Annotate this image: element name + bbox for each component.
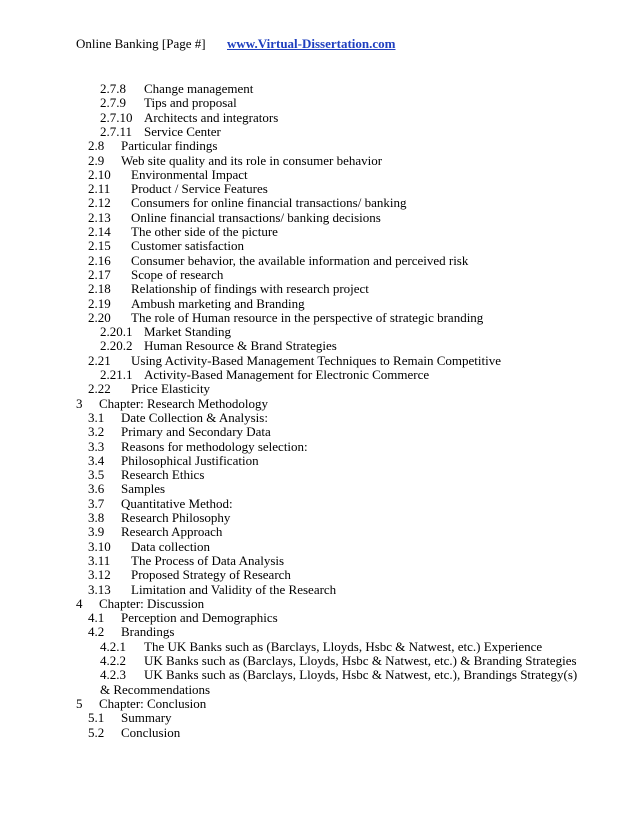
toc-number: 3.9	[88, 524, 105, 540]
toc-number: 2.14	[88, 224, 111, 239]
toc-number: 5.2	[88, 724, 105, 740]
toc-title: Philosophical Justification	[121, 452, 259, 468]
toc-title: Samples	[121, 481, 166, 497]
toc-title: Customer satisfaction	[131, 238, 245, 254]
toc-number: 3.5	[88, 467, 105, 483]
toc-number: 2.12	[88, 195, 111, 211]
toc-title: Environmental Impact	[131, 166, 248, 182]
toc-title: Tips and proposal	[144, 95, 237, 111]
toc-title: The role of Human resource in the perspective of strategic branding	[131, 309, 484, 325]
toc-title: Using Activity-Based Management Techniques to Remain Competitive	[131, 352, 502, 368]
toc-title: Brandings	[121, 624, 175, 640]
toc-title: Consumer behavior, the available information and perceived risk	[131, 252, 469, 268]
toc-number: 2.20	[88, 309, 111, 325]
toc-number: 2.7.10	[100, 109, 133, 125]
toc-number: 3.7	[88, 495, 105, 511]
toc-number: 2.18	[88, 281, 111, 297]
toc-title: Proposed Strategy of Research	[131, 567, 291, 583]
toc-number: 3.8	[88, 510, 105, 525]
toc-number: 3.11	[88, 552, 111, 568]
toc-title: Scope of research	[131, 266, 224, 282]
toc-number: 3.12	[88, 567, 111, 583]
toc-number: 3.4	[88, 452, 105, 468]
toc-title: Relationship of findings with research project	[131, 281, 369, 297]
toc-number: 5	[76, 695, 83, 711]
toc-title: The UK Banks such as (Barclays, Lloyds, Hsbc & Natwest, etc.) Experience	[144, 638, 543, 654]
website-link[interactable]: www.Virtual-Dissertation.com	[227, 36, 396, 51]
toc-number: 2.9	[88, 152, 105, 168]
toc-title: Market Standing	[144, 324, 232, 340]
toc-number: 2.7.11	[100, 123, 133, 139]
toc-number: 2.7.9	[100, 95, 126, 111]
toc-number: 3	[76, 395, 83, 411]
toc-number: 2.17	[88, 266, 111, 282]
toc-title: Particular findings	[121, 138, 218, 154]
toc-number: 4.2	[88, 624, 105, 640]
toc-number: 3.6	[88, 481, 105, 497]
toc-number: 4	[76, 595, 83, 611]
toc-number: 3.13	[88, 581, 111, 597]
toc-title: Online financial transactions/ banking decisions	[131, 209, 381, 225]
toc-title: Consumers for online financial transactions/ banking	[131, 195, 407, 211]
toc-number: 3.2	[88, 424, 105, 440]
toc-title: Data collection	[131, 538, 211, 554]
toc-title: Chapter: Discussion	[99, 595, 205, 611]
toc-number: 2.21	[88, 352, 111, 368]
header-title: Online Banking [Page #]	[76, 36, 206, 51]
toc-title: Ambush marketing and Branding	[131, 295, 305, 311]
toc-title: Chapter: Research Methodology	[99, 395, 268, 411]
toc-title: The other side of the picture	[131, 224, 278, 239]
toc-title: Conclusion	[121, 724, 181, 740]
toc-number: 2.22	[88, 381, 111, 397]
toc-number: 2.21.1	[100, 367, 133, 382]
toc-number: 3.3	[88, 438, 105, 454]
toc-number: 2.16	[88, 252, 111, 268]
toc-title: Activity-Based Management for Electronic Commerce	[144, 367, 430, 382]
toc-title: Service Center	[144, 123, 221, 139]
toc-title: Reasons for methodology selection:	[121, 438, 308, 454]
toc-title: Chapter: Conclusion	[99, 695, 207, 711]
toc-title: UK Banks such as (Barclays, Lloyds, Hsbc & Natwest, etc.), Brandings Strategy(s)	[144, 667, 578, 683]
toc-title: Date Collection & Analysis:	[121, 409, 268, 425]
toc-number: 2.7.8	[100, 81, 126, 96]
toc-number: 4.2.1	[100, 638, 126, 654]
toc-title: UK Banks such as (Barclays, Lloyds, Hsbc & Natwest, etc.) & Branding Strategies	[144, 653, 577, 668]
toc-title: The Process of Data Analysis	[131, 552, 285, 568]
page-header	[76, 36, 396, 52]
toc-number: 5.1	[88, 710, 105, 726]
toc-number: 3.10	[88, 538, 111, 554]
toc-title: Architects and integrators	[144, 109, 279, 125]
toc-title: Summary	[121, 710, 172, 726]
toc-title: Product / Service Features	[131, 181, 268, 197]
toc-title: Research Ethics	[121, 467, 205, 483]
toc-title: Primary and Secondary Data	[121, 424, 271, 440]
toc-title: Perception and Demographics	[121, 610, 278, 626]
toc-title: & Recommendations	[100, 681, 211, 697]
toc-number: 2.10	[88, 166, 111, 182]
toc-number: 4.1	[88, 610, 105, 626]
toc-number: 4.2.3	[100, 667, 126, 683]
toc-number: 3.1	[88, 409, 105, 425]
toc-title: Quantitative Method:	[121, 495, 233, 511]
toc-number: 2.19	[88, 295, 111, 311]
toc-number: 2.15	[88, 238, 111, 254]
toc-title: Human Resource & Brand Strategies	[144, 338, 337, 354]
toc-number: 2.20.2	[100, 338, 133, 354]
toc-number: 2.11	[88, 181, 111, 197]
toc-title: Limitation and Validity of the Research	[131, 581, 337, 597]
toc-title: Price Elasticity	[131, 381, 211, 397]
toc-number: 2.20.1	[100, 324, 133, 340]
toc-title: Research Approach	[121, 524, 223, 540]
toc-number: 4.2.2	[100, 653, 126, 668]
toc-title: Change management	[144, 81, 254, 96]
toc-number: 2.8	[88, 138, 105, 154]
toc-title: Research Philosophy	[121, 510, 231, 525]
toc-number: 2.13	[88, 209, 111, 225]
toc-title: Web site quality and its role in consumer behavior	[121, 152, 383, 168]
